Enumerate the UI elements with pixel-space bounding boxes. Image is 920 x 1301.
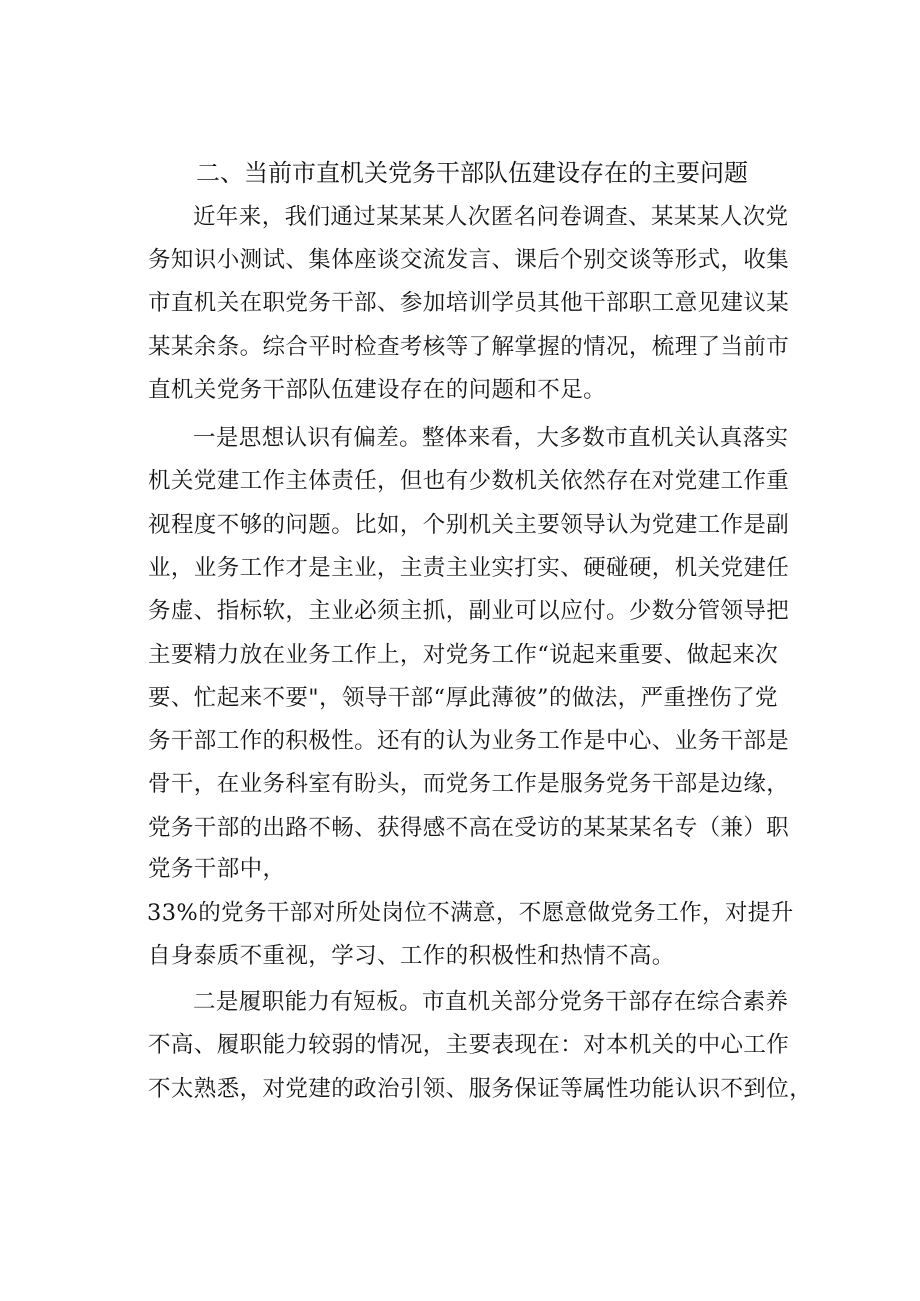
section-heading: 二、当前市直机关党务干部队伍建设存在的主要问题 [196,159,748,187]
paragraph-2-line-11: 党务干部中， [148,856,286,882]
paragraph-2-line-2: 机关党建工作主体责任，但也有少数机关依然存在对党建工作重 [148,468,790,494]
paragraph-3-line-1: 二是履职能力有短板。市直机关部分党务干部存在综合素养 [193,989,789,1015]
paragraph-2-line-4: 业，业务工作才是主业，主责主业实打实、硬碰硬，机关党建任 [148,555,790,581]
paragraph-3-line-2: 不高、履职能力较弱的情况，主要表现在：对本机关的中心工作 [148,1032,790,1058]
paragraph-1-line-1: 近年来，我们通过某某某人次匿名问卷调查、某某某人次党 [193,204,789,230]
paragraph-1-line-2: 务知识小测试、集体座谈交流发言、课后个别交谈等形式，收集 [148,247,790,273]
paragraph-2-line-3: 视程度不够的问题。比如，个别机关主要领导认为党建工作是副 [148,512,790,538]
paragraph-2-line-5: 务虚、指标软，主业必须主抓，副业可以应付。少数分管领导把 [148,598,790,624]
paragraph-2-line-9: 骨干，在业务科室有盼头，而党务工作是服务党务干部是边缘， [148,771,790,797]
paragraph-1-line-4: 某某余条。综合平时检查考核等了解掌握的情况，梳理了当前市 [148,334,790,360]
paragraph-2-line-8: 务干部工作的积极性。还有的认为业务工作是中心、业务干部是 [148,728,790,754]
paragraph-3-line-3: 不太熟悉，对党建的政治引领、服务保证等属性功能认识不到位， [148,1076,813,1102]
paragraph-2-line-12: 33%的党务干部对所处岗位不满意，不愿意做党务工作，对提升 [147,900,794,926]
paragraph-2-line-6: 主要精力放在业务工作上，对党务工作“说起来重要、做起来次 [148,642,779,668]
paragraph-2-line-1: 一是思想认识有偏差。整体来看，大多数市直机关认真落实 [193,425,789,451]
paragraph-2-line-10: 党务干部的出路不畅、获得感不高在受访的某某某名专（兼）职 [148,815,790,841]
paragraph-2-line-13: 自身泰质不重视，学习、工作的积极性和热情不高。 [148,943,675,969]
paragraph-2-line-7: 要、忙起来不要"，领导干部“厚此薄彼”的做法，严重挫伤了党 [148,685,778,711]
paragraph-1-line-3: 市直机关在职党务干部、参加培训学员其他干部职工意见建议某 [148,290,790,316]
paragraph-1-line-5: 直机关党务干部队伍建设存在的问题和不足。 [148,377,607,403]
